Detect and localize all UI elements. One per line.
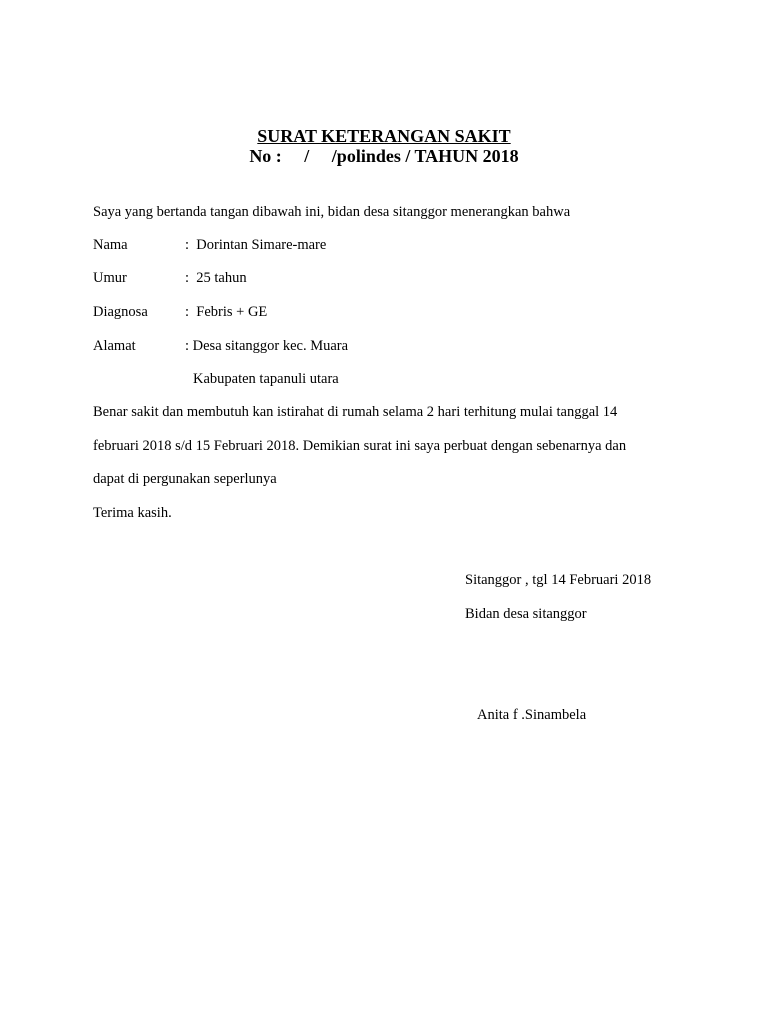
closing-text: Terima kasih.: [93, 505, 172, 521]
signature-role: Bidan desa sitanggor: [465, 606, 587, 622]
field-label-umur: Umur: [93, 270, 127, 286]
address-line-2: Kabupaten tapanuli utara: [193, 371, 339, 387]
field-label-alamat: Alamat: [93, 338, 136, 354]
field-value-diagnosa: : Febris + GE: [185, 304, 268, 320]
body-line-3: dapat di pergunakan seperlunya: [93, 471, 277, 487]
field-value-alamat: : Desa sitanggor kec. Muara: [185, 338, 349, 354]
body-line-1: Benar sakit dan membutuh kan istirahat di rumah selama 2 hari terhitung mulai tanggal 14: [93, 404, 618, 420]
letter-title: SURAT KETERANGAN SAKIT: [257, 126, 511, 146]
field-value-nama: : Dorintan Simare-mare: [185, 237, 327, 253]
body-line-2: februari 2018 s/d 15 Februari 2018. Demikian surat ini saya perbuat dengan sebenarnya dan: [93, 438, 627, 454]
letter-number: No : / /polindes / TAHUN 2018: [249, 146, 519, 166]
field-label-diagnosa: Diagnosa: [93, 304, 148, 320]
signature-name: Anita f .Sinambela: [477, 707, 587, 723]
field-value-umur: : 25 tahun: [185, 270, 247, 286]
field-label-nama: Nama: [93, 237, 128, 253]
signature-place-date: Sitanggor , tgl 14 Februari 2018: [465, 572, 652, 588]
intro-text: Saya yang bertanda tangan dibawah ini, bidan desa sitanggor menerangkan bahwa: [93, 204, 571, 220]
